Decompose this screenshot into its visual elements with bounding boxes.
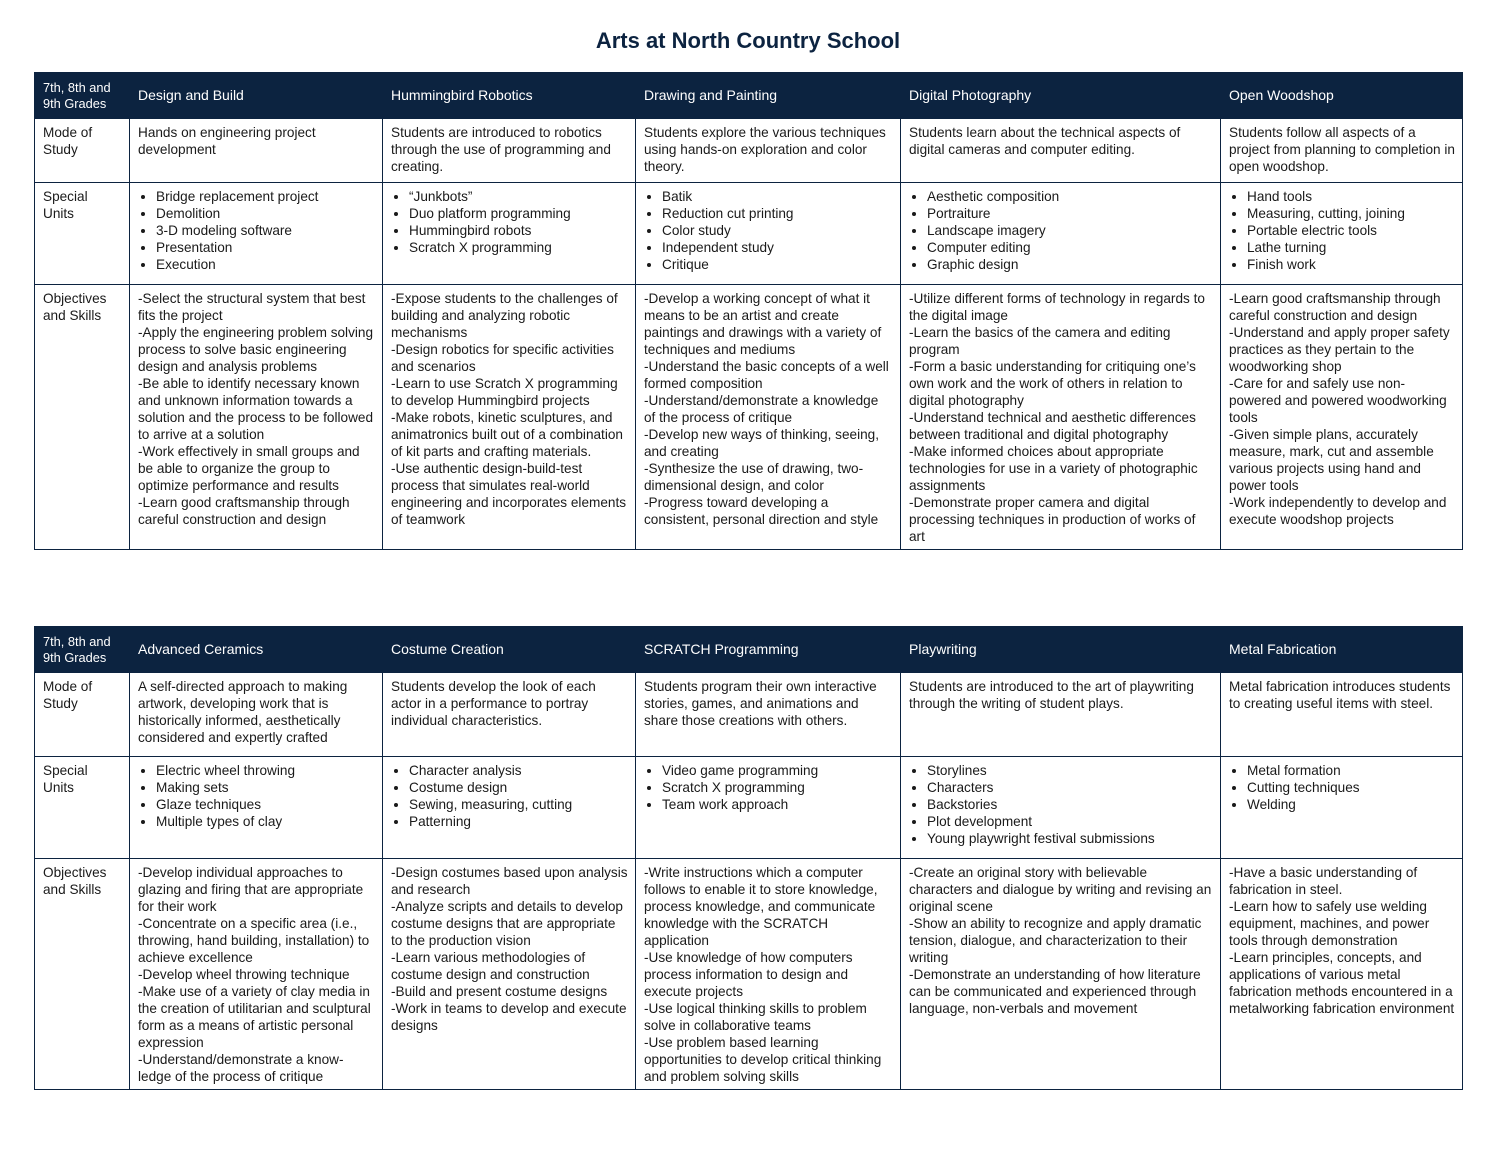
unit-item: • Aesthetic composition [927,188,1213,205]
mode-cell: Hands on engineering project development [130,119,383,183]
unit-item: • Lathe turning [1247,239,1455,256]
objectives-label: Objectives and Skills [35,859,130,1090]
units-row [35,183,1463,285]
unit-item: • Sewing, measuring, cutting [409,796,628,813]
mode-cell: Students learn about the technical aspects of digital cameras and computer editing. [901,119,1221,183]
units-list [644,188,893,273]
unit-item: • Plot development [927,813,1213,830]
header-row [35,627,1463,673]
units-list [1229,762,1455,813]
page-title: Arts at North Country School [595,28,901,53]
mode-row [35,119,1463,183]
course-table-1 [34,72,1463,550]
unit-item: • Color study [662,222,893,239]
mode-cell: A self-directed approach to making artwork, developing work that is historically informed, aesthetically considered and expertly crafted [130,673,383,757]
units-list [909,188,1213,273]
unit-item: • Making sets [156,779,375,796]
mode-cell: Students explore the various techniques using hands-on exploration and color theory. [636,119,901,183]
units-cell [1221,757,1463,859]
unit-item: • Patterning [409,813,628,830]
objectives-cell: -Develop a working concept of what it means to be an artist and create paintings and drawings with a variety of techniques and mediums -Understand the basic concepts of a well formed composition -Understand/demonstrate a knowledge of the process of critique -Develop new ways of thinking, seeing, and creating -Synthesize the use of drawing, two-dimensional design, and color -Progress toward developing a consistent, personal direction and style [636,285,901,550]
unit-item: • Glaze techniques [156,796,375,813]
units-cell [1221,183,1463,285]
units-cell [636,757,901,859]
unit-item: • Metal formation [1247,762,1455,779]
objectives-row [35,285,1463,550]
mode-label: Mode of Study [35,119,130,183]
unit-item: • Young playwright festival submissions [927,830,1213,847]
unit-item: • Graphic design [927,256,1213,273]
unit-item: • Multiple types of clay [156,813,375,830]
units-list [391,188,628,256]
units-cell [901,757,1221,859]
unit-item: • Scratch X programming [662,779,893,796]
mode-cell: Students program their own interactive stories, games, and animations and share those creations with others. [636,673,901,757]
unit-item: • Finish work [1247,256,1455,273]
objectives-cell: -Learn good craftsmanship through careful construction and design -Understand and apply proper safety practices as they pertain to the woodworking shop -Care for and safely use non-powered and powered woodworking tools -Given simple plans, accurately measure, mark, cut and assemble various projects using hand and power tools -Work independently to develop and execute woodshop projects [1221,285,1463,550]
unit-item: • Batik [662,188,893,205]
course-name: SCRATCH Programming [636,627,901,673]
mode-cell: Students follow all aspects of a project from planning to completion in open woodshop. [1221,119,1463,183]
unit-item: • Team work approach [662,796,893,813]
unit-item: • Duo platform programming [409,205,628,222]
unit-item: • Character analysis [409,762,628,779]
course-table-2 [34,626,1463,1090]
units-list [1229,188,1455,273]
course-name: Playwriting [901,627,1221,673]
units-label: Special Units [35,757,130,859]
objectives-cell: -Utilize different forms of technology in regards to the digital image -Learn the basics of the camera and editing program -Form a basic understanding for critiquing one’s own work and the work of others in relation to digital photography -Understand technical and aesthetic differences between traditional and digital photography -Make informed choices about appropriate technologies for use in a variety of photographic assignments -Demonstrate proper camera and digital processing techniques in production of works of art [901,285,1221,550]
mode-row [35,673,1463,757]
unit-item: • Characters [927,779,1213,796]
course-name: Digital Photography [901,73,1221,119]
unit-item: • Storylines [927,762,1213,779]
units-row [35,757,1463,859]
unit-item: • Independent study [662,239,893,256]
course-name: Drawing and Painting [636,73,901,119]
unit-item: • Cutting techniques [1247,779,1455,796]
unit-item: • Backstories [927,796,1213,813]
objectives-row [35,859,1463,1090]
objectives-cell: -Design costumes based upon analysis and research -Analyze scripts and details to develop costume designs that are appropriate to the production vision -Learn various methodologies of costume design and construction -Build and present costume designs -Work in teams to develop and execute designs [383,859,636,1090]
unit-item: • “Junkbots” [409,188,628,205]
objectives-cell: -Develop individual approaches to glazing and firing that are appropriate for their work -Concentrate on a specific area (i.e., throwing, hand building, installation) to achieve excellence -Develop wheel throwing technique -Make use of a variety of clay media in the creation of utilitarian and sculptural form as a means of artistic personal expression -Understand/demonstrate a know-ledge of the process of critique [130,859,383,1090]
unit-item: • Demolition [156,205,375,222]
unit-item: • Video game programming [662,762,893,779]
objectives-cell: -Write instructions which a computer follows to enable it to store knowledge, process knowledge, and communicate knowledge with the SCRATCH application -Use knowledge of how computers process information to design and execute projects -Use logical thinking skills to problem solve in collaborative teams -Use problem based learning opportunities to develop critical thinking and problem solving skills [636,859,901,1090]
mode-cell: Students are introduced to the art of playwriting through the writing of student plays. [901,673,1221,757]
unit-item: • Costume design [409,779,628,796]
unit-item: • Presentation [156,239,375,256]
units-list [138,762,375,830]
unit-item: • Reduction cut printing [662,205,893,222]
units-list [138,188,375,273]
unit-item: • Welding [1247,796,1455,813]
unit-item: • 3-D modeling software [156,222,375,239]
grades-label: 7th, 8th and 9th Grades [35,627,130,673]
mode-label: Mode of Study [35,673,130,757]
objectives-cell: -Have a basic understanding of fabrication in steel. -Learn how to safely use welding equipment, machines, and power tools through demonstration -Learn principles, concepts, and applications of various metal fabrication methods encountered in a metalworking fabrication environment [1221,859,1463,1090]
mode-cell: Students develop the look of each actor in a performance to portray individual characteristics. [383,673,636,757]
mode-cell: Students are introduced to robotics through the use of programming and creating. [383,119,636,183]
mode-cell: Metal fabrication introduces students to creating useful items with steel. [1221,673,1463,757]
header-row [35,73,1463,119]
course-name: Costume Creation [383,627,636,673]
units-cell [383,757,636,859]
unit-item: • Landscape imagery [927,222,1213,239]
unit-item: • Scratch X programming [409,239,628,256]
course-name: Open Woodshop [1221,73,1463,119]
unit-item: • Measuring, cutting, joining [1247,205,1455,222]
unit-item: • Critique [662,256,893,273]
course-name: Design and Build [130,73,383,119]
units-cell [130,757,383,859]
unit-item: • Portraiture [927,205,1213,222]
course-name: Advanced Ceramics [130,627,383,673]
units-list [909,762,1213,847]
objectives-cell: -Create an original story with believable characters and dialogue by writing and revising an original scene -Show an ability to recognize and apply dramatic tension, dialogue, and characterization to their writing -Demonstrate an understanding of how literature can be communicated and experienced through language, non-verbals and movement [901,859,1221,1090]
objectives-cell: -Expose students to the challenges of building and analyzing robotic mechanisms -Design robotics for specific activities and scenarios -Learn to use Scratch X programming to develop Hummingbird projects -Make robots, kinetic sculptures, and animatronics built out of a combination of kit parts and crafting materials. -Use authentic design-build-test process that simulates real-world engineering and incorporates elements of teamwork [383,285,636,550]
units-cell [383,183,636,285]
course-name: Metal Fabrication [1221,627,1463,673]
units-cell [130,183,383,285]
grades-label: 7th, 8th and 9th Grades [35,73,130,119]
objectives-cell: -Select the structural system that best fits the project -Apply the engineering problem solving process to solve basic engineering design and analysis problems -Be able to identify necessary known and unknown information towards a solution and the process to be followed to arrive at a solution -Work effectively in small groups and be able to organize the group to optimize performance and results -Learn good craftsmanship through careful construction and design [130,285,383,550]
unit-item: • Execution [156,256,375,273]
units-label: Special Units [35,183,130,285]
objectives-label: Objectives and Skills [35,285,130,550]
unit-item: • Bridge replacement project [156,188,375,205]
unit-item: • Portable electric tools [1247,222,1455,239]
units-list [644,762,893,813]
unit-item: • Hand tools [1247,188,1455,205]
units-cell [901,183,1221,285]
units-cell [636,183,901,285]
unit-item: • Computer editing [927,239,1213,256]
units-list [391,762,628,830]
unit-item: • Hummingbird robots [409,222,628,239]
unit-item: • Electric wheel throwing [156,762,375,779]
course-name: Hummingbird Robotics [383,73,636,119]
